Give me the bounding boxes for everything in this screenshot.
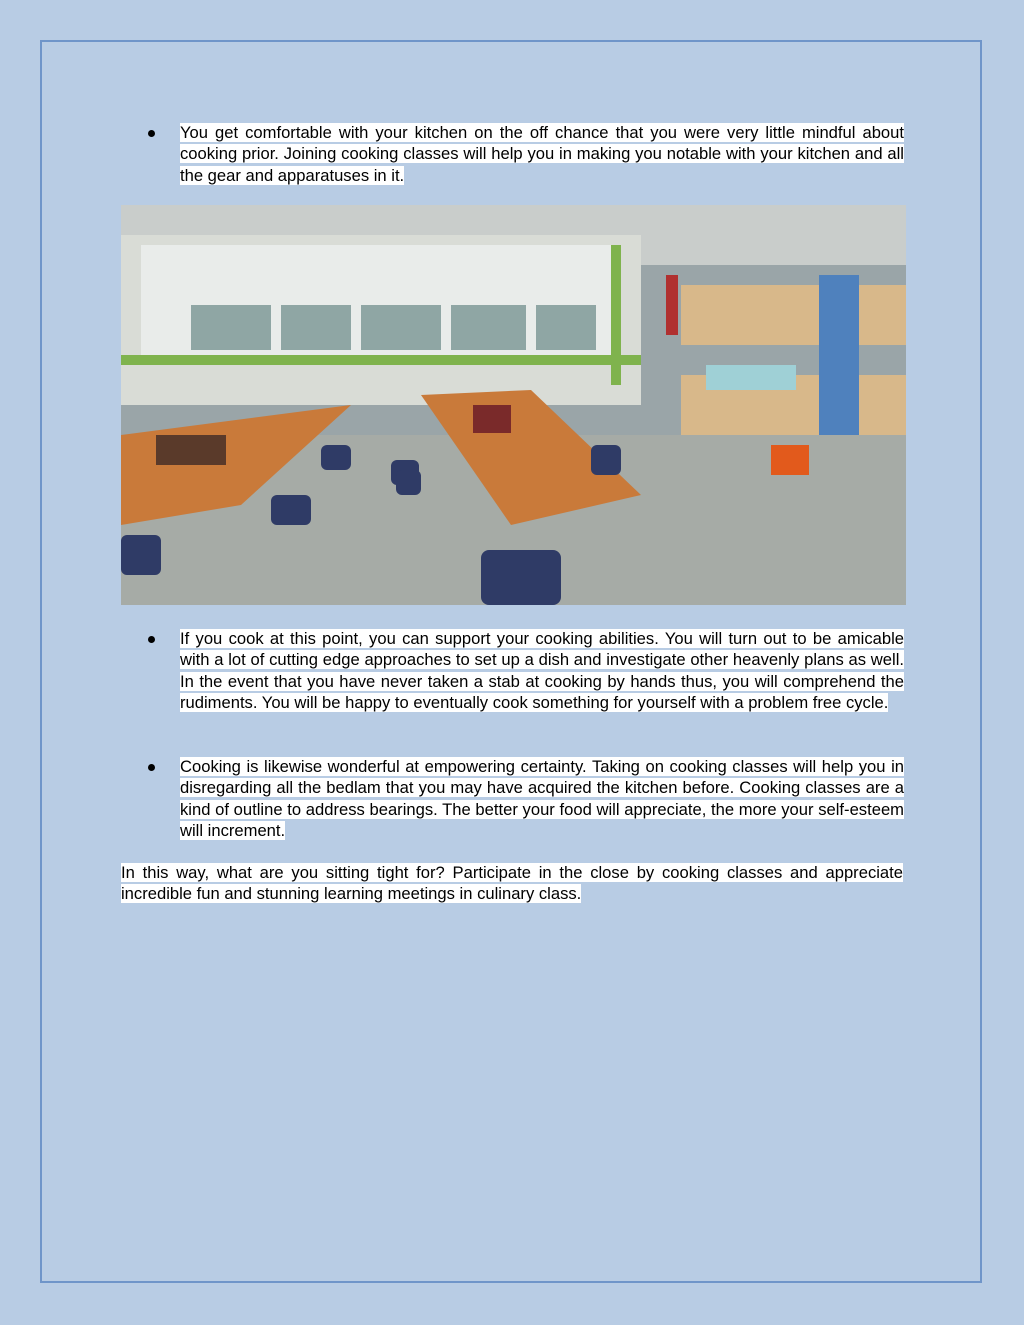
bullet-text: If you cook at this point, you can support your cooking abilities. You will turn out to be amicable with a lot of cutting edge approaches to set up a dish and investigate other heavenly plans as well. In the event that you have never taken a stab at cooking by hands thus, you will comprehend the rudiments. You will be happy to eventually cook something for yourself with a problem free cycle. bbox=[180, 629, 904, 712]
bullet-text: You get comfortable with your kitchen on the off chance that you were very little mindful about cooking prior. Joining cooking classes will help you in making you notable with your kitchen and all the gear and apparatuses in it. bbox=[180, 123, 904, 185]
bullet-icon bbox=[148, 764, 155, 771]
bullet-icon bbox=[148, 130, 155, 137]
bullet-icon bbox=[148, 636, 155, 643]
bullet-text: Cooking is likewise wonderful at empowering certainty. Taking on cooking classes will help you in disregarding all the bedlam that you may have acquired the kitchen before. Cooking classes are a kind of outline to address bearings. The better your food will appreciate, the more your self-esteem will increment. bbox=[180, 757, 904, 840]
photo-illustration bbox=[121, 205, 906, 605]
bullet-item-1 bbox=[148, 122, 904, 186]
bullet-item-3 bbox=[148, 756, 904, 841]
bullet-item-2 bbox=[148, 628, 904, 713]
closing-paragraph: In this way, what are you sitting tight for? Participate in the close by cooking classes and appreciate incredible fun and stunning learning meetings in culinary class. bbox=[121, 863, 903, 904]
classroom-kitchen-photo bbox=[121, 205, 906, 605]
